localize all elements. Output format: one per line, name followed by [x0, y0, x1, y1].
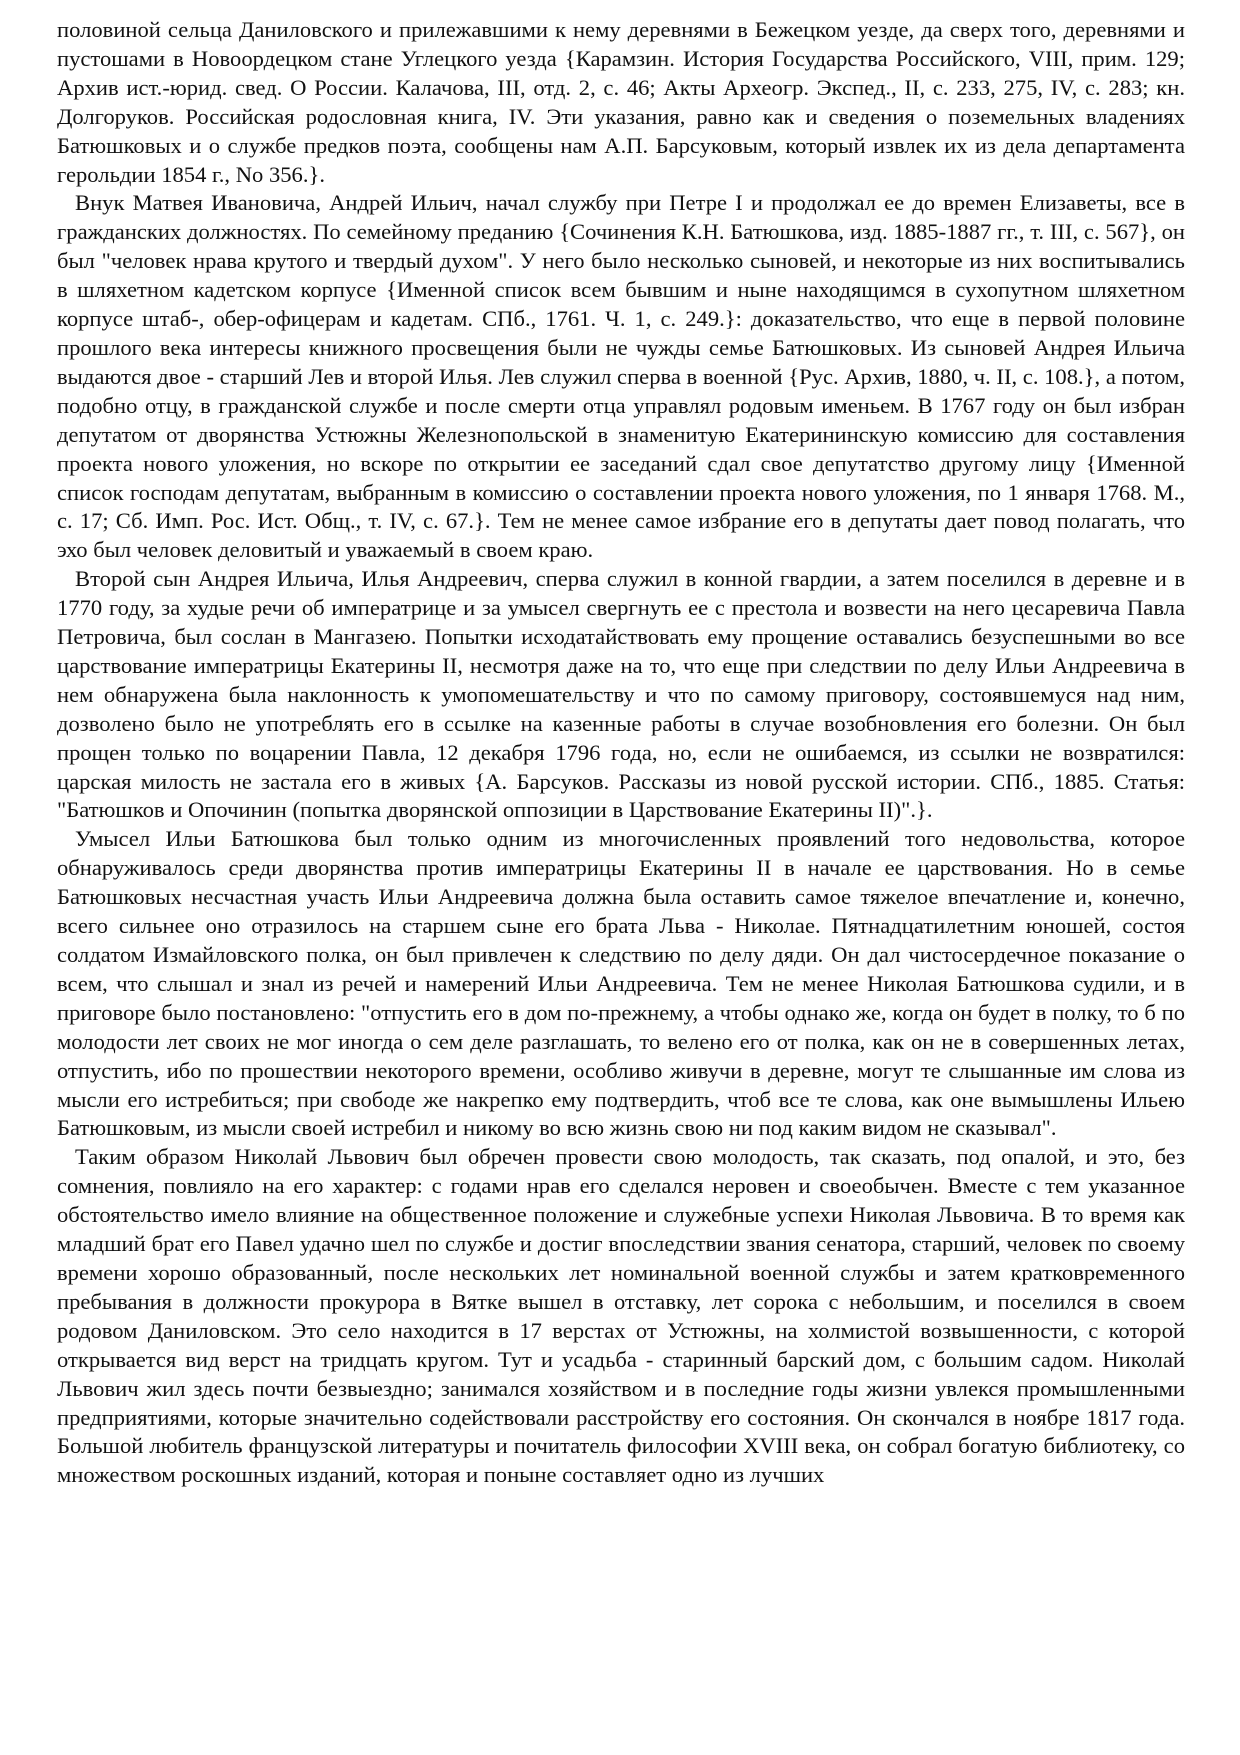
paragraph-3: Второй сын Андрея Ильича, Илья Андреевич, сперва служил в конной гвардии, а затем поселился в деревне и в 1770 году, за худые речи об императрице и за умысел свергнуть ее с престола и возвести на него цесаревича Павла Петровича, был сослан в Мангазею. Попытки исходатайствовать ему прощение оставались безуспешными во все царствование императрицы Екатерины II, несмотря даже на то, что еще при следствии по делу Ильи Андреевича в нем обнаружена была наклонность к умопомешательству и что по самому приговору, состоявшемуся над ним, дозволено было не употреблять его в ссылке на казенные работы в случае возобновления его болезни. Он был прощен только по воцарении Павла, 12 декабря 1796 года, но, если не ошибаемся, из ссылки не возвратился: царская милость не застала его в живых {А. Барсуков. Рассказы из новой русской истории. СПб., 1885. Статья: "Батюшков и Опочинин (попытка дворянской оппозиции в Царствование Екатерины II)".}.	[57, 566, 1185, 823]
paragraph-4: Умысел Ильи Батюшкова был только одним из многочисленных проявлений того недовольства, которое обнаруживалось среди дворянства против императрицы Екатерины II в начале ее царствования. Но в семье Батюшковых несчастная участь Ильи Андреевича должна была оставить самое тяжелое впечатление и, конечно, всего сильнее оно отразилось на старшем сыне его брата Льва - Николае. Пятнадцатилетним юношей, состоя солдатом Измайловского полка, он был привлечен к следствию по делу дяди. Он дал чистосердечное показание о всем, что слышал и знал из речей и намерений Ильи Андреевича. Тем не менее Николая Батюшкова судили, и в приговоре было постановлено: "отпустить его в дом по-прежнему, а чтобы однако же, когда он будет в полку, то б по молодости лет своих не мог иногда о сем деле разглашать, то велено его от полка, как он не в совершенных летах, отпустить, ибо по прошествии некоторого времени, особливо живучи в деревне, могут те слышанные им слова из мысли его истребиться; при свободе же накрепко ему подтвердить, чтоб все те слова, как оне вымышлены Ильею Батюшковым, из мысли своей истребил и никому во всю жизнь свою ни под каким видом не сказывал".	[57, 826, 1185, 1141]
document-page	[57, 16, 1185, 1490]
paragraph-1: половиной сельца Даниловского и прилежавшими к нему деревнями в Бежецком уезде, да сверх того, деревнями и пустошами в Новоордецком стане Углецкого уезда {Карамзин. История Государства Российского, VIII, прим. 129; Архив ист.-юрид. свед. О России. Калачова, III, отд. 2, с. 46; Акты Археогр. Экспед., II, с. 233, 275, IV, с. 283; кн. Долгоруков. Российская родословная книга, IV. Эти указания, равно как и сведения о поземельных владениях Батюшковых и о службе предков поэта, сообщены нам А.П. Барсуковым, который извлек их из дела департамента герольдии 1854 г., No 356.}.	[57, 17, 1185, 187]
paragraph-2: Внук Матвея Ивановича, Андрей Ильич, начал службу при Петре I и продолжал ее до времен Елизаветы, все в гражданских должностях. По семейному преданию {Сочинения К.Н. Батюшкова, изд. 1885-1887 гг., т. III, с. 567}, он был "человек нрава крутого и твердый духом". У него было несколько сыновей, и некоторые из них воспитывались в шляхетном кадетском корпусе {Именной список всем бывшим и ныне находящимся в сухопутном шляхетном корпусе штаб-, обер-офицерам и кадетам. СПб., 1761. Ч. 1, с. 249.}: доказательство, что еще в первой половине прошлого века интересы книжного просвещения были не чужды семье Батюшковых. Из сыновей Андрея Ильича выдаются двое - старший Лев и второй Илья. Лев служил сперва в военной {Рус. Архив, 1880, ч. II, с. 108.}, а потом, подобно отцу, в гражданской службе и после смерти отца управлял родовым именьем. В 1767 году он был избран депутатом от дворянства Устюжны Железнопольской в знаменитую Екатерининскую комиссию для составления проекта нового уложения, но вскоре по открытии ее заседаний сдал свое депутатство другому лицу {Именной список господам депутатам, выбранным в комиссию о составлении проекта нового уложения, по 1 января 1768. М., с. 17; Сб. Имп. Рос. Ист. Общ., т. IV, с. 67.}. Тем не менее самое избрание его в депутаты дает повод полагать, что эхо был человек деловитый и уважаемый в своем краю.	[57, 190, 1185, 563]
paragraph-5: Таким образом Николай Львович был обречен провести свою молодость, так сказать, под опалой, и это, без сомнения, повлияло на его характер: с годами нрав его сделался неровен и своеобычен. Вместе с тем указанное обстоятельство имело влияние на общественное положение и служебные успехи Николая Львовича. В то время как младший брат его Павел удачно шел по службе и достиг впоследствии звания сенатора, старший, человек по своему времени хорошо образованный, после нескольких лет номинальной военной службы и затем кратковременного пребывания в должности прокурора в Вятке вышел в отставку, лет сорока с небольшим, и поселился в своем родовом Даниловском. Это село находится в 17 верстах от Устюжны, на холмистой возвышенности, с которой открывается вид верст на тридцать кругом. Тут и усадьба - старинный барский дом, с большим садом. Николай Львович жил здесь почти безвыездно; занимался хозяйством и в последние годы жизни увлекся промышленными предприятиями, которые значительно содействовали расстройству его состояния. Он скончался в ноябре 1817 года. Большой любитель французской литературы и почитатель философии XVIII века, он собрал богатую библиотеку, со множеством роскошных изданий, которая и поныне составляет одно из лучших	[57, 1144, 1185, 1488]
